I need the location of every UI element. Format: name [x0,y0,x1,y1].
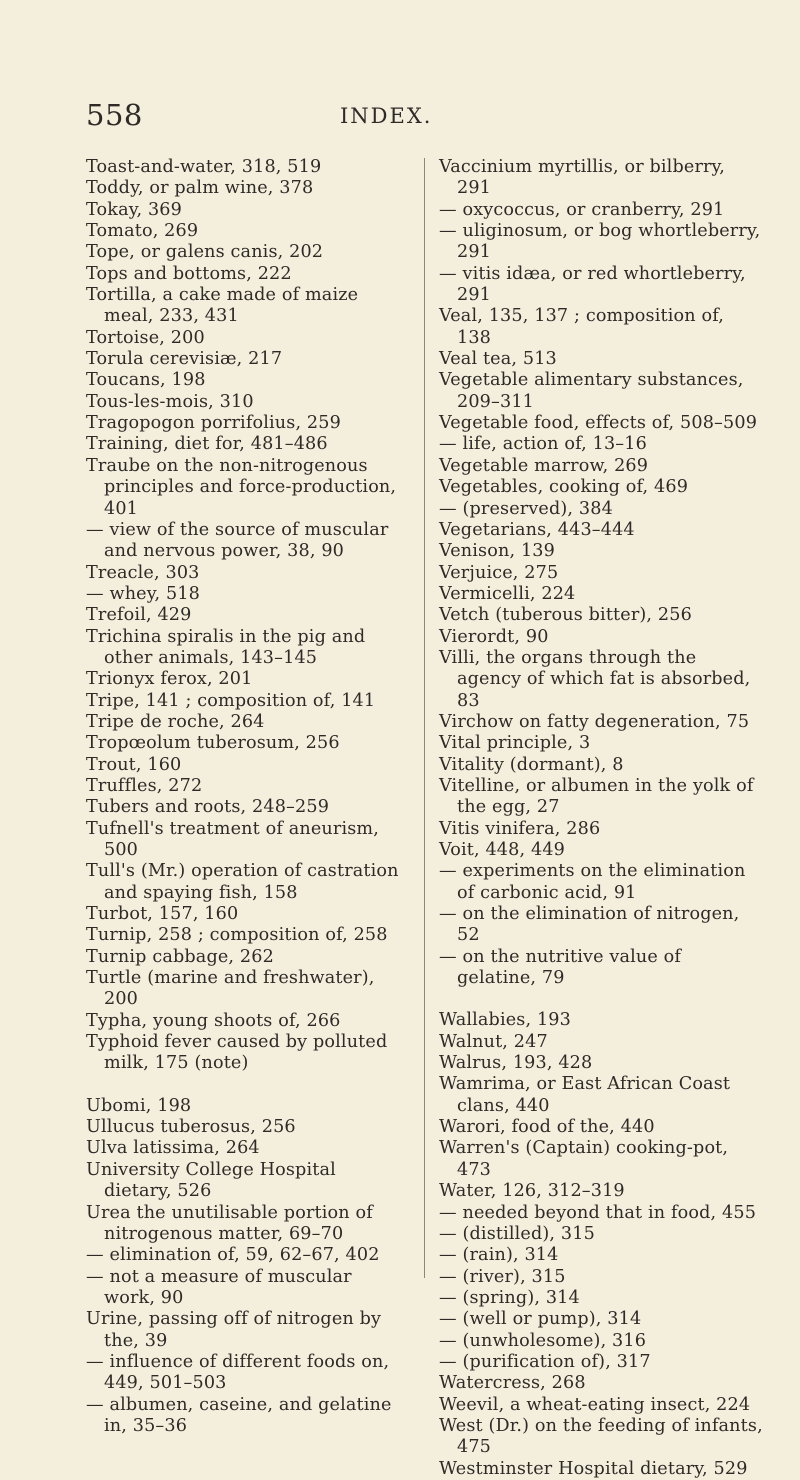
index-entry: — influence of different foods on, 449, 501–503 [86,1351,390,1394]
index-entry: Wallabies, 193 [439,1010,571,1031]
index-entry: — view of the source of muscular and nervous power, 38, 90 [86,519,389,562]
index-entry: Typhoid fever caused by polluted milk, 175 (note) [86,1032,388,1074]
index-entry: Ulva latissima, 264 [86,1138,260,1159]
index-entry: Training, diet for, 481–486 [86,434,328,455]
index-entry: Verjuice, 275 [439,562,559,583]
index-entry: — uliginosum, or bog whortleberry, 291 [439,221,761,263]
index-entry: Toucans, 198 [86,370,206,391]
index-entry: Tomato, 269 [86,221,199,242]
index-entry: Tokay, 369 [86,199,182,220]
index-entry: Tubers and roots, 248–259 [86,797,330,818]
index-entry: Veal tea, 513 [439,349,557,370]
index-entry: Trionyx ferox, 201 [86,669,253,690]
index-entry: — (spring), 314 [439,1287,580,1308]
index-entry: Vegetarians, 443–444 [439,519,635,540]
index-entry: Vegetable alimentary substances, 209–311 [439,370,744,412]
index-entry: — experiments on the elimination of carbonic acid, 91 [439,861,746,903]
index-entry: Warren's (Captain) cooking-pot, 473 [439,1138,729,1180]
index-entry: Tripe, 141 ; composition of, 141 [86,690,376,711]
index-entry: Tripe de roche, 264 [86,711,265,732]
index-entry: Vermicelli, 224 [439,583,576,604]
running-title: INDEX. [340,104,433,128]
index-entry: Toddy, or palm wine, 378 [86,178,314,199]
index-entry: West (Dr.) on the feeding of infants, 475 [439,1415,763,1458]
index-entry: Tufnell's treatment of aneurism, 500 [86,818,379,860]
index-entry: Tope, or galens canis, 202 [86,242,324,263]
index-entry: Vegetable food, effects of, 508–509 [439,413,758,434]
index-entry: Trichina spiralis in the pig and other animals, 143–145 [86,626,366,668]
index-entry: Villi, the organs through the agency of which fat is absorbed, 83 [439,647,751,711]
left-index-column [86,157,408,1437]
index-entry: Tops and bottoms, 222 [86,263,292,284]
index-entry: Turtle (marine and freshwater), 200 [86,968,375,1010]
index-entry: — whey, 518 [86,583,201,604]
page-number: 558 [86,98,143,132]
index-entry: Tragopogon porrifolius, 259 [86,413,341,434]
letter-section-gap [439,989,763,1010]
index-entry: — (distilled), 315 [439,1223,595,1244]
index-entry: Truffles, 272 [86,775,203,796]
index-entry: Tropœolum tuberosum, 256 [86,733,340,754]
index-entry: Trefoil, 429 [86,605,192,626]
index-entry: — needed beyond that in food, 455 [439,1202,757,1223]
index-entry: Vaccinium myrtillis, or bilberry, 291 [439,157,726,199]
index-entry: Turbot, 157, 160 [86,904,239,925]
page-header [0,98,800,138]
index-entry: Warori, food of the, 440 [439,1117,655,1138]
index-entry: — albumen, caseine, and gelatine in, 35–36 [86,1394,392,1436]
index-entry: University College Hospital dietary, 526 [86,1159,336,1202]
index-entry: — on the nutritive value of gelatine, 79 [439,946,682,989]
index-entry: Vital principle, 3 [439,733,591,754]
index-entry: Vitelline, or albumen in the yolk of the egg, 27 [439,775,754,818]
index-entry: — on the elimination of nitrogen, 52 [439,904,740,946]
index-entry: Turnip cabbage, 262 [86,946,274,967]
index-entry: Turnip, 258 ; composition of, 258 [86,925,388,946]
index-entry: Ullucus tuberosus, 256 [86,1117,296,1138]
index-entry: Voit, 448, 449 [439,840,566,860]
index-entry: — (rain), 314 [439,1245,559,1266]
index-entry: Urine, passing off of nitrogen by the, 39 [86,1309,382,1351]
index-entry: Wamrima, or East African Coast clans, 440 [439,1074,731,1116]
index-entry: Tull's (Mr.) operation of castration and spaying fish, 158 [86,861,399,903]
index-entry: Watercress, 268 [439,1373,586,1394]
index-entry: — life, action of, 13–16 [439,434,647,455]
index-entry: Torula cerevisiæ, 217 [86,349,283,370]
index-entry: Water, 126, 312–319 [439,1181,625,1202]
index-entry: Weevil, a wheat-eating insect, 224 [439,1394,751,1415]
index-entry: Vegetables, cooking of, 469 [439,477,689,498]
index-entry: Trout, 160 [86,754,182,775]
index-entry: — (river), 315 [439,1266,566,1287]
index-entry: Tous-les-mois, 310 [86,391,254,412]
index-entry: Vetch (tuberous bitter), 256 [439,605,692,626]
index-entry: Veal, 135, 137 ; composition of, 138 [439,306,724,348]
index-entry: Venison, 139 [439,541,555,562]
right-index-column [439,157,763,1480]
index-entry: Walnut, 247 [439,1031,548,1052]
index-entry: Typha, young shoots of, 266 [86,1010,341,1031]
index-entry: Tortoise, 200 [86,327,205,348]
index-entry: — oxycoccus, or cranberry, 291 [439,199,725,220]
index-entry: Ubomi, 198 [86,1095,192,1116]
index-entry: — (preserved), 384 [439,498,613,519]
index-entry: — not a measure of muscular work, 90 [86,1266,352,1308]
index-entry: — (purification of), 317 [439,1351,651,1372]
index-entry: Urea the unutilisable portion of nitrogenous matter, 69–70 [86,1202,373,1244]
index-entry: Westminster Hospital dietary, 529 [439,1458,748,1479]
index-entry: — (well or pump), 314 [439,1309,642,1330]
index-entry: — vitis idæa, or red whortleberry, 291 [439,263,746,306]
index-entry: Vitality (dormant), 8 [439,754,624,775]
index-entry: Treacle, 303 [86,562,200,583]
index-entry: Tortilla, a cake made of maize meal, 233, 431 [86,285,359,327]
index-entry: Vierordt, 90 [439,626,549,647]
index-entry: Vegetable marrow, 269 [439,455,649,476]
index-entry: Walrus, 193, 428 [439,1053,593,1074]
index-entry: — (unwholesome), 316 [439,1330,647,1351]
index-entry: Traube on the non-nitrogenous principles and force-production, 401 [86,455,397,519]
index-entry: Toast-and-water, 318, 519 [86,157,322,177]
index-entry: — elimination of, 59, 62–67, 402 [86,1245,380,1266]
column-divider [424,158,425,1278]
index-entry: Vitis vinifera, 286 [439,818,601,839]
index-entry: Virchow on fatty degeneration, 75 [439,711,750,732]
letter-section-gap [86,1075,408,1096]
